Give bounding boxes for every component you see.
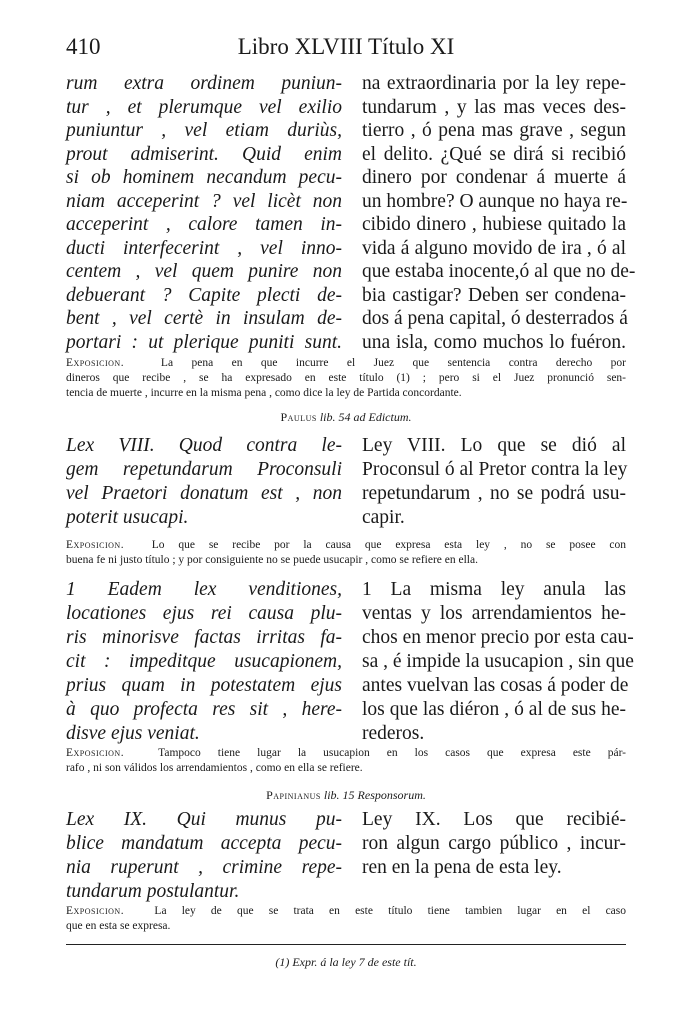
spanish-line: dos á pena capital, ó desterrados á [362,308,628,329]
exposition-1 [66,356,626,401]
spanish-line: na extraordinaria por la ley repe- [362,73,626,94]
latin-line: rum extra ordinem puniun- [66,73,342,94]
exposition-2 [66,538,626,568]
spanish-line: capir. [362,507,405,528]
latin-line: locationes ejus rei causa plu- [66,603,342,624]
latin-line: prius quam in potestatem ejus [66,675,342,696]
latin-line: centem , vel quem punire non [66,261,342,282]
spanish-line: 1 La misma ley anula las [362,579,626,600]
latin-line: blice mandatum accepta pecu- [66,833,342,854]
latin-lex-8 [66,434,342,530]
spanish-line: rederos. [362,723,425,744]
latin-line: bent , vel certè in insulam de- [66,308,342,329]
running-title: Libro XLVIII Título XI [237,34,455,59]
spanish-line: tundarum , y las mas veces des- [362,96,626,118]
source-work: lib. 54 ad Edictum. [319,410,412,424]
spanish-line: ventas y los arrendamientos he- [362,603,626,624]
latin-line: nia ruperunt , crimine repe- [66,857,342,878]
exposition-line: tencia de muerte , incurre en la misma pena , como dice la ley de Partida concordante. [66,387,462,399]
spanish-line: ren en la pena de esta ley. [362,857,562,878]
spanish-line: Proconsul ó al Pretor contra la ley [362,459,628,480]
spanish-line: chos en menor precio por esta cau- [362,627,634,648]
exposition-4 [66,904,626,934]
latin-line: cit : impeditque usucapionem, [66,651,342,672]
spanish-line: sa , é impide la usucapion , sin que [362,651,634,672]
exposition-label: Exposicion. [66,357,125,369]
latin-line: debuerant ? Capite plecti de- [66,284,342,306]
latin-line: niam acceperint ? vel licèt non [66,190,342,212]
exposition-line: buena fe ni justo título ; y por consiguiente no se puede usucapir , como se refiere en ella. [66,554,478,566]
spanish-line: Ley VIII. Lo que se dió al [362,435,626,456]
exposition-line [66,538,626,553]
latin-paragraph-1 [66,578,342,746]
latin-line: Lex VIII. Quod contra le- [66,435,342,456]
spanish-line: repetundarum , no se podrá usu- [362,483,626,504]
footnote: (1) Expr. á la ley 7 de este tít. [275,955,417,969]
source-citation-1 [66,410,626,425]
exposition-label: Exposicion. [66,905,125,917]
latin-line: poterit usucapi. [66,507,189,528]
latin-line: 1 Eadem lex venditiones, [66,579,342,600]
exposition-line [66,356,626,371]
exposition-line [66,746,626,761]
latin-line: ducti interfecerint , vel inno- [66,237,342,259]
exposition-text: La ley de que se trata en este título tiene tambien lugar en el caso [154,905,626,917]
latin-line: tundarum postulantur. [66,881,240,902]
spanish-ley-8 [362,434,626,530]
latin-line: Lex IX. Qui munus pu- [66,809,342,830]
spanish-line: tierro , ó pena mas grave , segun [362,120,626,141]
page-header [66,34,626,64]
latin-line: si ob hominem necandum pecu- [66,167,342,188]
spanish-line: una isla, como muchos lo fuéron. [362,331,626,353]
source-citation-2 [66,788,626,803]
exposition-line: rafo , ni son válidos los arrendamientos , como en ella se refiere. [66,762,363,774]
exposition-text: Tampoco tiene lugar la usucapion en los casos que expresa este pár- [158,747,627,759]
source-author: Paulus [280,410,317,424]
exposition-text: La pena en que incurre el Juez que sentencia contra derecho por [160,357,626,369]
spanish-line: que estaba inocente,ó al que no de- [362,261,636,282]
spanish-line: ron algun cargo público , incur- [362,833,626,854]
latin-line: puniuntur , vel etiam duriùs, [66,120,342,141]
spanish-line: los que las diéron , ó al de sus he- [362,699,626,720]
latin-line: ris minorisve factas irritas fa- [66,627,342,648]
latin-line: acceperint , calore tamen in- [66,214,342,235]
exposition-label: Exposicion. [66,747,125,759]
spanish-text-block-1 [362,72,636,354]
source-work: lib. 15 Responsorum. [323,788,426,802]
spanish-line: un hombre? O aunque no haya re- [362,190,628,212]
footnote-divider [66,944,626,945]
latin-line: prout admiserint. Quid enim [66,143,342,165]
latin-line: tur , et plerumque vel exilio [66,96,342,118]
exposition-line: dineros que recibe , se ha expresado en este título (1) ; pero si el Juez pronunció sen- [66,372,626,384]
spanish-line: antes vuelvan las cosas á poder de [362,675,629,696]
exposition-text: Lo que se recibe por la causa que expresa esta ley , no se posee con [151,539,627,551]
spanish-line: cibido dinero , hubiese quitado la [362,214,626,235]
page-number: 410 [66,34,101,59]
latin-lex-9 [66,808,342,904]
spanish-paragraph-1 [362,578,634,746]
spanish-ley-9 [362,808,626,880]
exposition-line [66,904,626,919]
exposition-label: Exposicion. [66,539,125,551]
latin-line: portari : ut plerique puniti sunt. [66,331,342,353]
latin-text-block-1 [66,72,342,354]
exposition-3 [66,746,626,776]
spanish-line: el delito. ¿Qué se dirá si recibió [362,143,626,165]
spanish-line: dinero por condenar á muerte á [362,167,626,188]
latin-line: à quo profecta res sit , here- [66,699,342,720]
latin-line: disve ejus veniat. [66,723,200,744]
exposition-line: que en esta se expresa. [66,920,171,932]
source-author: Papinianus [266,788,321,802]
latin-line: vel Praetori donatum est , non [66,483,342,504]
spanish-line: vida á alguno movido de ira , ó al [362,237,626,259]
latin-line: gem repetundarum Proconsuli [66,459,342,480]
spanish-line: Ley IX. Los que recibié- [362,809,626,830]
spanish-line: bia castigar? Deben ser condena- [362,284,626,306]
